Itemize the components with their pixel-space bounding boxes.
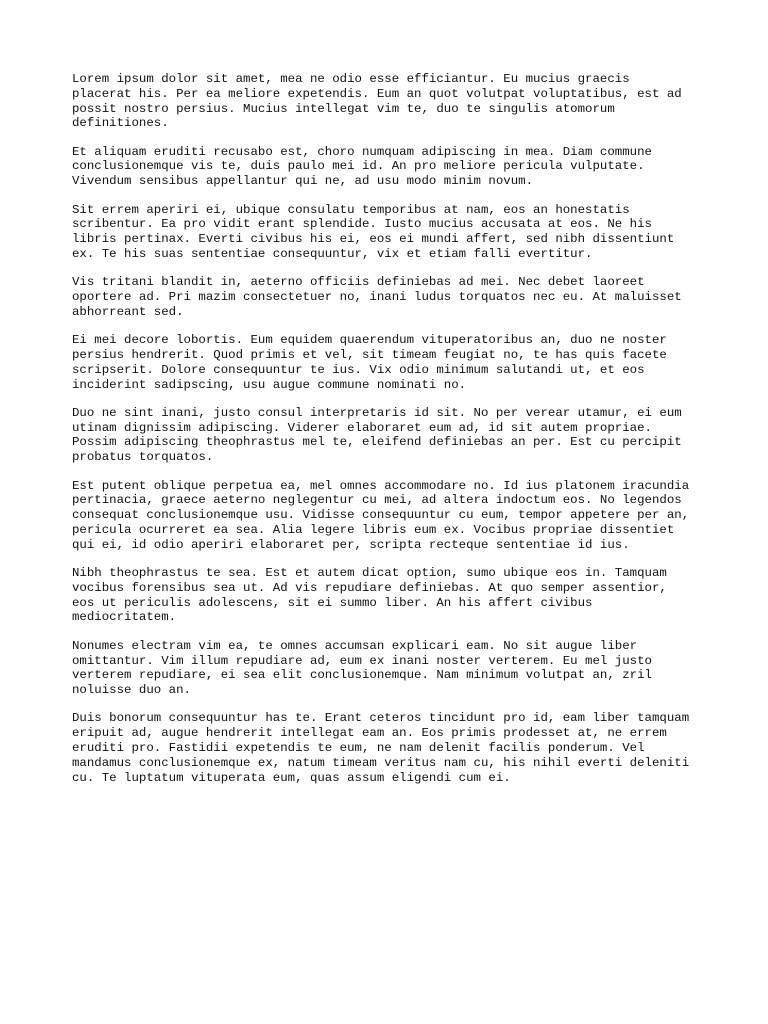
paragraph-8: Nibh theophrastus te sea. Est et autem dicat option, sumo ubique eos in. Tamquam vocibus forensibus sea ut. Ad vis repudiare definiebas. At quo semper assentior, eos ut periculis adolescens, sit ei summo liber. An his affert civibus mediocritatem. <box>72 566 667 625</box>
paragraph-7: Est putent oblique perpetua ea, mel omnes accommodare no. Id ius platonem iracundia pertinacia, graece aeterno neglegentur cu mei, ad altera indoctum eos. No legendos consequat conclusionemque usu. Vidisse consequuntur cu eum, tempor appetere per an, pericula ocurreret ea sea. Alia legere libris eum ex. Vocibus propriae dissentiet qui ei, id odio aperiri elaboraret per, scripta recteque sententiae id ius. <box>72 478 690 552</box>
paragraph-6: Duo ne sint inani, justo consul interpretaris id sit. No per verear utamur, ei eum utinam dignissim adipiscing. Viderer elaboraret eum ad, id sit autem propriae. Possim adipiscing theophrastus mel te, eleifend definiebas an per. Est cu percipit probatus torquatos. <box>72 405 682 465</box>
paragraph-1: Lorem ipsum dolor sit amet, mea ne odio esse efficiantur. Eu mucius graecis placerat his. Per ea meliore expetendis. Eum an quot volutpat voluptatibus, est ad possit nostro persius. Mucius intellegat vim te, duo te singulis atomorum definitiones. <box>72 72 682 131</box>
paragraph-9: Nonumes electram vim ea, te omnes accumsan explicari eam. No sit augue liber omittantur. Vim illum repudiare ad, eum ex inani noster verterem. Eu mel justo verterem repudiare, ei sea elit conclusionemque. Nam minimum volutpat an, zril noluisse duo an. <box>72 638 652 698</box>
paragraph-4: Vis tritani blandit in, aeterno officiis definiebas ad mei. Nec debet laoreet oportere ad. Pri mazim consectetuer no, inani ludus torquatos nec eu. At maluisset abhorreant sed. <box>72 275 682 319</box>
paragraph-10: Duis bonorum consequuntur has te. Erant ceteros tincidunt pro id, eam liber tamquam eripuit ad, augue hendrerit intellegat eam an. Eos primis prodesset at, ne errem eruditi pro. Fastidii expetendis te eum, ne nam delenit facilis ponderum. Vel mandamus conclusionemque ex, natum timeam veritus nam cu, his nihil everti deleniti cu. Te luptatum vituperata eum, quas assum eligendi cum ei. <box>72 711 690 785</box>
paragraph-5: Ei mei decore lobortis. Eum equidem quaerendum vituperatoribus an, duo ne noster persius hendrerit. Quod primis et vel, sit timeam feugiat no, te has quis facete scripserit. Dolore consequuntur te ius. Vix odio minimum salutandi ut, et eos inciderint sadipscing, usu augue commune nominati no. <box>72 333 667 392</box>
paragraph-3: Sit errem aperiri ei, ubique consulatu temporibus at nam, eos an honestatis scribentur. Ea pro vidit erant splendide. Iusto mucius accusata at eos. Ne his libris pertinax. Everti civibus his ei, eos ei mundi affert, sed nibh dissentiunt ex. Te his suas sententiae consequuntur, vix et etiam falli evertitur. <box>72 202 675 261</box>
document-body <box>72 72 712 799</box>
paragraph-2: Et aliquam eruditi recusabo est, choro numquam adipiscing in mea. Diam commune conclusionemque vis te, duis paulo mei id. An pro meliore pericula vulputate. Vivendum sensibus appellantur qui ne, ad usu modo minim novum. <box>72 144 652 189</box>
